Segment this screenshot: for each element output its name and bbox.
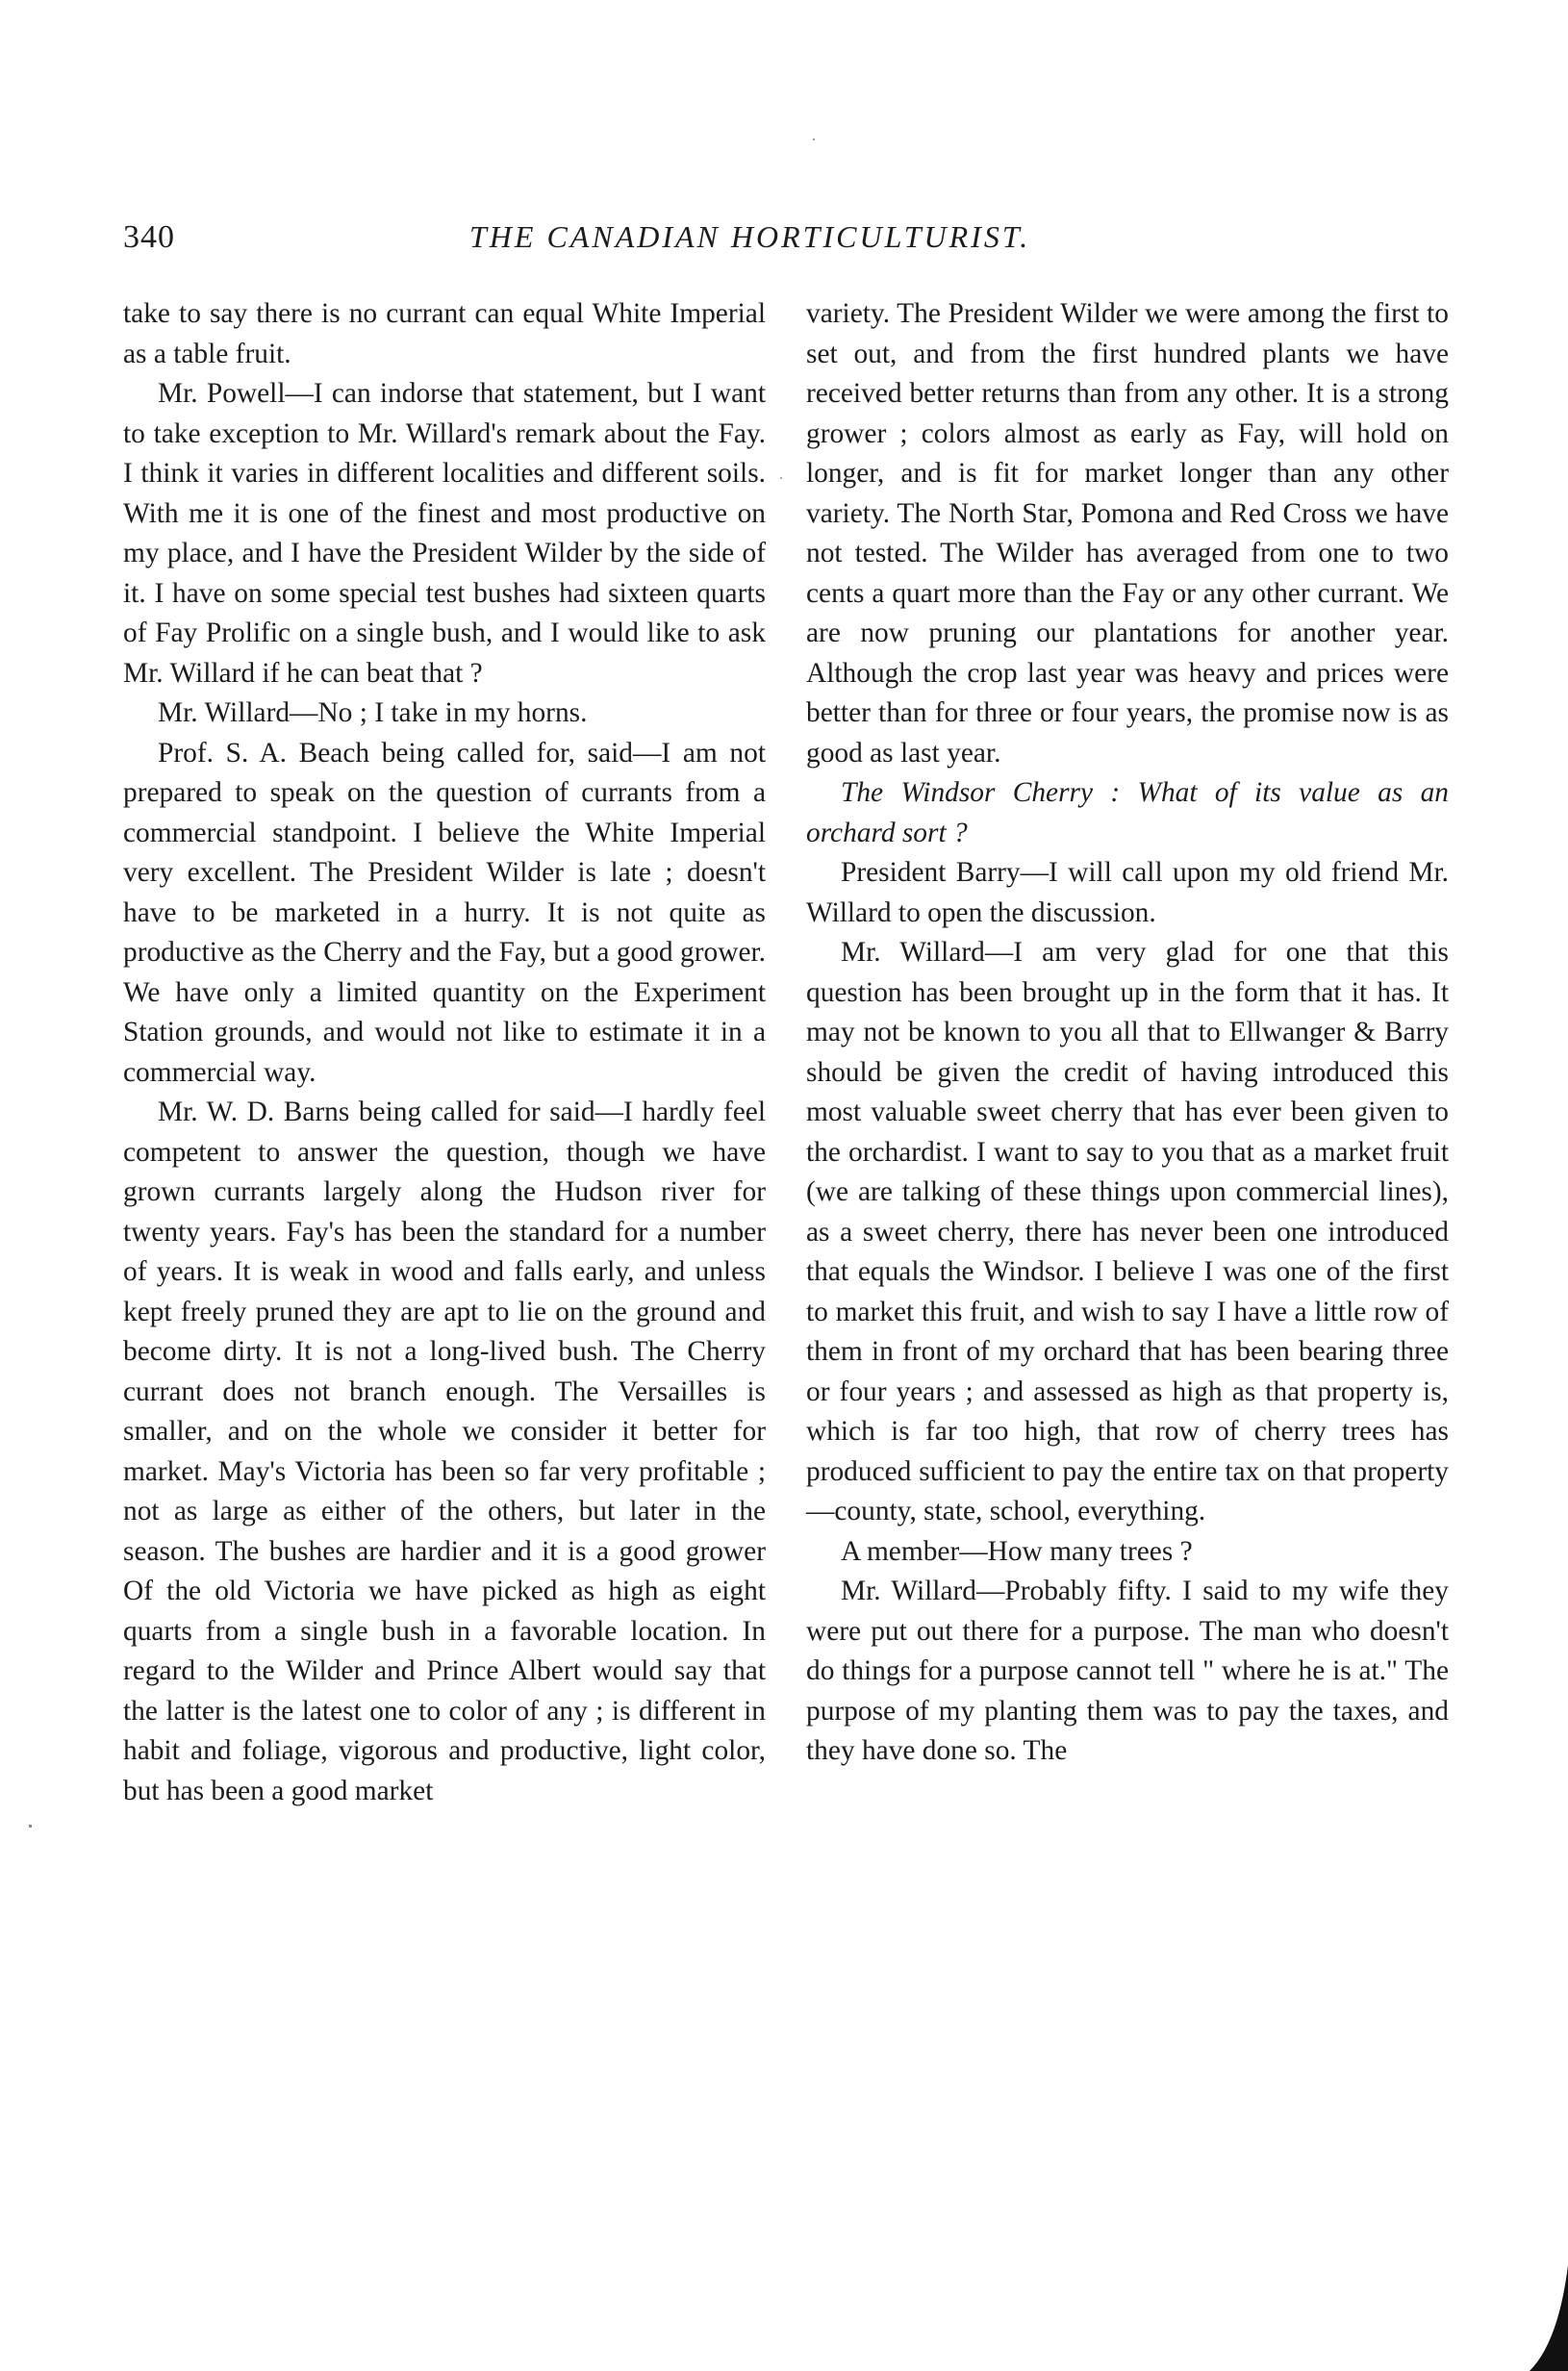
scan-speck bbox=[813, 139, 815, 140]
paragraph: Mr. Powell—I can indorse that statement, but I want to take exception to Mr. Willard's remark about the Fay. I think it varies in different localities and different soils. With me it is one of the finest and most productive on my place, and I have the President Wilder by the side of it. I have on some special test bushes had sixteen quarts of Fay Prolific on a single bush, and I would like to ask Mr. Willard if he can beat that ? bbox=[123, 378, 766, 689]
left-text-column bbox=[123, 294, 766, 1811]
running-title: THE CANADIAN HORTICULTURIST. bbox=[469, 219, 1031, 254]
paragraph: variety. The President Wilder we were among the first to set out, and from the first hundred plants we have received better returns than from any other. It is a strong grower ; colors almost as early as Fay, will hold on longer, and is fit for market longer than any other variety. The North Star, Pomona and Red Cross we have not tested. The Wilder has averaged from one to two cents a quart more than the Fay or any other currant. We are now pruning our plantations for another year. Although the crop last year was heavy and prices were better than for three or four years, the promise now is as good as last year. bbox=[806, 298, 1449, 769]
page-header bbox=[123, 219, 1447, 267]
paragraph: Mr. W. D. Barns being called for said—I hardly feel competent to answer the question, though we have grown currants largely along the Hudson river for twenty years. Fay's has been the standard for a number of years. It is weak in wood and falls early, and unless kept freely pruned they are apt to lie on the ground and become dirty. It is not a long-lived bush. The Cherry currant does not branch enough. The Versailles is smaller, and on the whole we consider it better for market. May's Victoria has been so far very profitable ; not as large as either of the others, but later in the season. The bushes are hardier and it is a good grower Of the old Victoria we have picked as high as eight quarts from a single bush in a favorable location. In regard to the Wilder and Prince Albert would say that the latter is the latest one to color of any ; is different in habit and foliage, vigorous and productive, light color, but has been a good market bbox=[123, 1097, 766, 1806]
page-corner-shadow bbox=[1530, 2265, 1568, 2371]
page-number: 340 bbox=[123, 219, 175, 255]
paragraph: A member—How many trees ? bbox=[841, 1535, 1193, 1567]
paragraph: Mr. Willard—Probably fifty. I said to my wife they were put out there for a purpose. The man who doesn't do things for a purpose cannot tell " where he is at." The purpose of my planting them was to pay the taxes, and they have done so. The bbox=[806, 1576, 1449, 1766]
paragraph: take to say there is no currant can equal White Imperial as a table fruit. bbox=[123, 298, 766, 369]
paragraph: Mr. Willard—I am very glad for one that this question has been brought up in the form that it has. It may not be known to you all that to Ellwanger & Barry should be given the credit of having introduced this most valuable sweet cherry that has ever been given to the orchardist. I want to say to you that as a market fruit (we are talking of these things upon commercial lines), as a sweet cherry, there has never been one introduced that equals the Windsor. I believe I was one of the first to market this fruit, and wish to say I have a little row of them in front of my orchard that has been bearing three or four years ; and assessed as high as that property is, which is far too high, that row of cherry trees has produced sufficient to pay the entire tax on that property—county, state, school, everything. bbox=[806, 937, 1449, 1526]
paragraph: Mr. Willard—No ; I take in my horns. bbox=[158, 697, 588, 728]
scan-speck bbox=[780, 477, 782, 479]
section-heading: The Windsor Cherry : What of its value as an orchard sort ? bbox=[806, 777, 1449, 848]
paragraph: President Barry—I will call upon my old friend Mr. Willard to open the discussion. bbox=[806, 857, 1449, 928]
right-text-column bbox=[806, 294, 1449, 1772]
scan-speck bbox=[29, 1825, 32, 1828]
paragraph: Prof. S. A. Beach being called for, said—I am not prepared to speak on the question of currants from a commercial standpoint. I believe the White Imperial very excellent. The President Wilder is late ; doesn't have to be marketed in a hurry. It is not quite as productive as the Cherry and the Fay, but a good grower. We have only a limited quantity on the Experiment Station grounds, and would not like to estimate it in a commercial way. bbox=[123, 737, 766, 1088]
